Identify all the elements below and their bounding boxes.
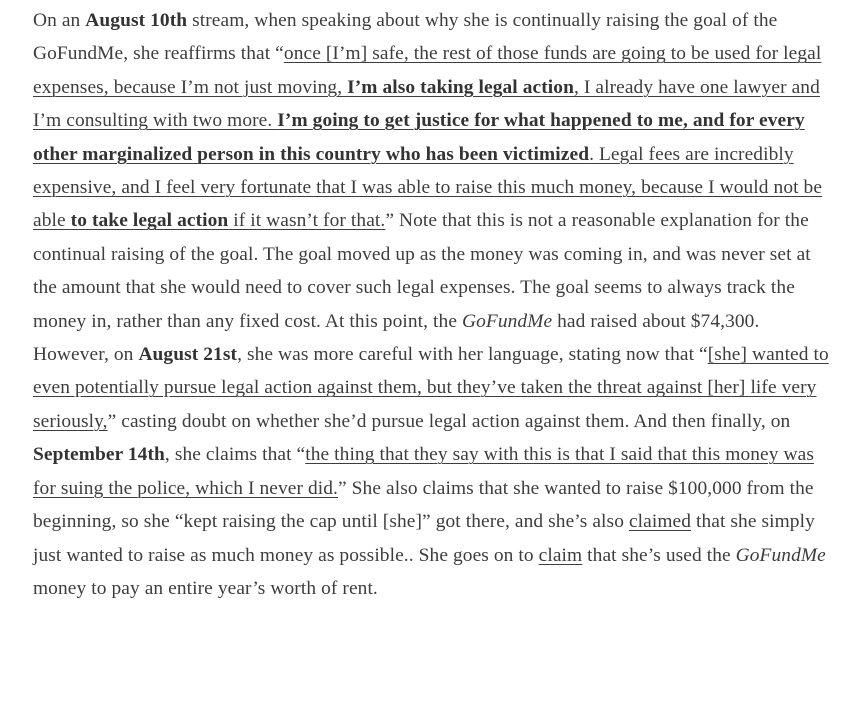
text-segment: , she was more careful with her language, stating now that “: [237, 344, 708, 366]
date-september-14th: September 14th: [33, 444, 165, 466]
quote-link-september-14[interactable]: the thing that they say with this is that I said that this money was for suing the police, which I never did.: [33, 444, 814, 499]
text-segment: ” Note that this is not a reasonable explanation for the continual raising of the goal. The goal moved up as the money was coming in, and was never set at the amount that she would need to cover such legal expenses. The goal seems to always track the money in, rather than any fixed cost. At this point, the: [33, 210, 811, 332]
quote-bold-text: to take legal action: [70, 210, 229, 232]
article-paragraph: [33, 4, 838, 605]
gofundme-name: GoFundMe: [735, 544, 826, 566]
quote-text: if it wasn’t for that.: [228, 210, 386, 232]
text-segment: had raised about $74,300. However, on: [33, 310, 760, 366]
quote-bold-text: I’m also taking legal action: [347, 76, 574, 98]
text-segment: ” She also claims that she wanted to raise $100,000 from the beginning, so she “kept raising the cap until [she]” got there, and she’s also: [33, 477, 814, 533]
quote-text: , I already have one lawyer and I’m consulting with two more.: [33, 76, 820, 132]
quote-bold-text: I’m going to get justice for what happened to me, and for every other marginalized person in this country who has been victimized: [33, 110, 805, 165]
quote-text: . Legal fees are incredibly expensive, and I feel very fortunate that I was able to raise this much money, because I would not be able: [33, 143, 823, 232]
date-august-21st: August 21st: [138, 344, 238, 366]
claimed-link[interactable]: claimed: [628, 511, 692, 533]
text-segment: that she simply just wanted to raise as much money as possible.. She goes on to: [33, 511, 815, 566]
date-august-10th: August 10th: [85, 10, 188, 31]
quote-link-august-10-stream[interactable]: [33, 43, 822, 231]
quote-link-august-21[interactable]: [she] wanted to even potentially pursue legal action against them, but they’ve taken the threat against [her] life very seriously,: [33, 344, 829, 432]
gofundme-name: GoFundMe: [461, 310, 553, 332]
claim-link[interactable]: claim: [538, 544, 583, 566]
text-segment: money to pay an entire year’s worth of rent.: [33, 577, 378, 599]
text-segment: stream, when speaking about why she is continually raising the goal of the GoFundMe, she reaffirms that “: [33, 10, 778, 65]
text-segment: that she’s used the: [582, 544, 736, 566]
text-segment: ” casting doubt on whether she’d pursue legal action against them. And then finally, on: [107, 410, 791, 432]
text-segment: On an: [33, 10, 86, 31]
quote-text: once [I’m] safe, the rest of those funds are going to be used for legal expenses, because I’m not just moving,: [33, 43, 822, 98]
text-segment: , she claims that “: [164, 444, 306, 466]
